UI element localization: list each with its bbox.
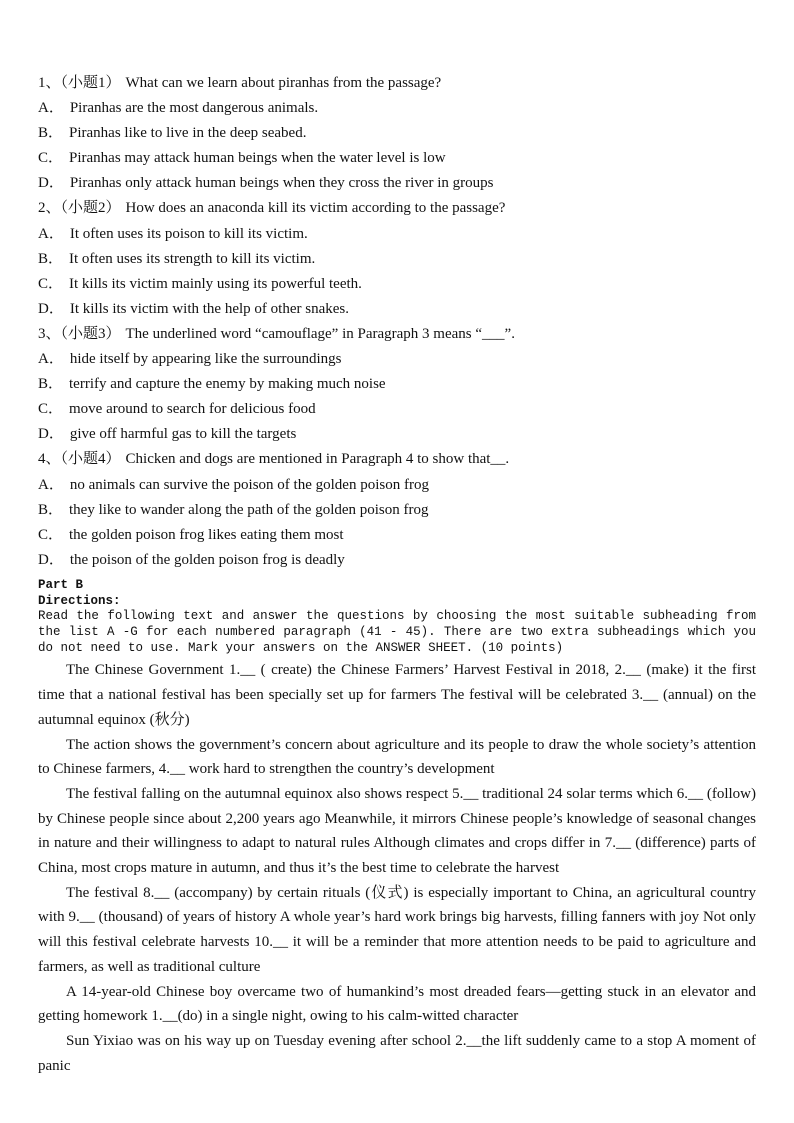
option-text: It kills its victim with the help of other snakes. <box>69 300 349 317</box>
option-letter: B． <box>38 376 64 393</box>
passage-paragraph-5: A 14-year-old Chinese boy overcame two of humankind’s most dreaded fears—getting stuck in an elevator and getting homework 1.__(do) in a single night, owing to his calm-witted character <box>38 983 756 1025</box>
option-letter: D． <box>38 300 64 317</box>
option-text: give off harmful gas to kill the targets <box>69 426 297 443</box>
option-text: Piranhas are the most dangerous animals. <box>69 100 319 117</box>
option-text: It often uses its strength to kill its victim. <box>69 250 316 267</box>
passage-paragraph-3: The festival falling on the autumnal equinox also shows respect 5.__ traditional 24 solar terms which 6.__ (follow) by Chinese people since about 2,200 years ago Meanwhile, it mirrors Chinese people’s knowledge of seasonal changes in nature and their willingness to adapt to natural rules Although climates and crops differ in 7.__ (difference) parts of China, most crops mature in autumn, and thus it’s the best time to celebrate the harvest <box>38 785 756 877</box>
question-4-option-a <box>38 473 756 498</box>
passage-paragraph-4: The festival 8.__ (accompany) by certain rituals (仪式) is especially important to China, an agricultural country with 9.__ (thousand) of years of history A whole year’s hard work brings big harvests, filling fanners with joy Not only will this festival celebrate harvests 10.__ it will be a reminder that more attention needs to be paid to agriculture and farmers, as well as traditional culture <box>38 884 756 975</box>
part-b-title: Part B <box>38 577 84 592</box>
passage-paragraph-6: Sun Yixiao was on his way up on Tuesday evening after school 2.__the lift suddenly came to a stop A moment of panic <box>38 1032 756 1074</box>
option-text: the poison of the golden poison frog is deadly <box>69 551 345 568</box>
option-text: hide itself by appearing like the surroundings <box>69 351 342 368</box>
question-3-option-d <box>38 422 756 447</box>
option-text: It kills its victim mainly using its powerful teeth. <box>69 275 362 292</box>
question-1-stem: What can we learn about piranhas from the passage? <box>125 75 442 91</box>
question-4-option-b <box>38 498 756 523</box>
option-letter: C． <box>38 150 64 167</box>
option-text: the golden poison frog likes eating them most <box>69 526 344 543</box>
question-3-option-c <box>38 397 756 422</box>
question-3-stem: The underlined word “camouflage” in Paragraph 3 means “___”. <box>125 325 515 342</box>
question-1-number: 1、（小题1） <box>38 75 121 91</box>
question-2-option-a <box>38 222 756 247</box>
question-1-option-d <box>38 171 756 196</box>
question-4-option-d <box>38 548 756 573</box>
question-2-option-b <box>38 247 756 272</box>
option-text: Piranhas may attack human beings when the water level is low <box>69 150 446 167</box>
question-4-option-c <box>38 523 756 548</box>
question-3-number: 3、（小题3） <box>38 325 121 342</box>
question-1-option-a <box>38 96 756 121</box>
question-2-option-c <box>38 272 756 297</box>
option-letter: C． <box>38 275 64 292</box>
option-letter: A． <box>38 100 64 117</box>
option-letter: C． <box>38 401 64 418</box>
passage-paragraph-2: The action shows the government’s concern about agriculture and its people to draw the whole society’s attention to Chinese farmers, 4.__ work hard to strengthen the country’s development <box>38 736 756 778</box>
question-2-option-d <box>38 297 756 322</box>
option-letter: C． <box>38 526 64 543</box>
option-letter: B． <box>38 125 64 142</box>
option-letter: D． <box>38 175 64 192</box>
option-text: they like to wander along the path of the golden poison frog <box>69 501 429 518</box>
option-letter: A． <box>38 225 64 242</box>
question-3-option-b <box>38 372 756 397</box>
option-letter: D． <box>38 426 64 443</box>
option-letter: B． <box>38 501 64 518</box>
option-text: no animals can survive the poison of the golden poison frog <box>69 476 429 493</box>
option-text: Piranhas like to live in the deep seabed. <box>69 125 307 142</box>
question-2-number: 2、（小题2） <box>38 200 121 217</box>
option-text: terrify and capture the enemy by making much noise <box>69 376 386 393</box>
question-3-option-a <box>38 347 756 372</box>
option-letter: D． <box>38 551 64 568</box>
question-1-option-c <box>38 146 756 171</box>
question-2 <box>38 196 756 221</box>
option-text: move around to search for delicious food <box>69 401 316 418</box>
directions-text: Read the following text and answer the questions by choosing the most suitable subheading from the list A -G for each numbered paragraph (41 - 45). There are two extra subheadings which you do not need to use. Mark your answers on the ANSWER SHEET. (10 points) <box>38 609 756 655</box>
question-4-stem: Chicken and dogs are mentioned in Paragraph 4 to show that__. <box>125 451 510 468</box>
option-letter: B． <box>38 250 64 267</box>
option-text: It often uses its poison to kill its victim. <box>69 225 308 242</box>
question-4 <box>38 447 756 472</box>
directions-label: Directions: <box>38 593 121 608</box>
option-text: Piranhas only attack human beings when they cross the river in groups <box>69 175 494 192</box>
question-1 <box>38 71 756 96</box>
cloze-passage-section <box>38 658 756 1078</box>
option-letter: A． <box>38 351 64 368</box>
question-3 <box>38 322 756 347</box>
question-2-stem: How does an anaconda kill its victim according to the passage? <box>125 200 506 217</box>
question-1-option-b <box>38 121 756 146</box>
option-letter: A． <box>38 476 64 493</box>
passage-paragraph-1: The Chinese Government 1.__ ( create) the Chinese Farmers’ Harvest Festival in 2018, 2.__ (make) it the first time that a national festival has been specially set up for farmers The festival will be celebrated 3.__ (annual) on the autumnal equinox (秋分) <box>38 662 756 728</box>
question-4-number: 4、（小题4） <box>38 451 121 468</box>
part-b-section <box>38 578 756 657</box>
multiple-choice-section <box>38 71 756 573</box>
